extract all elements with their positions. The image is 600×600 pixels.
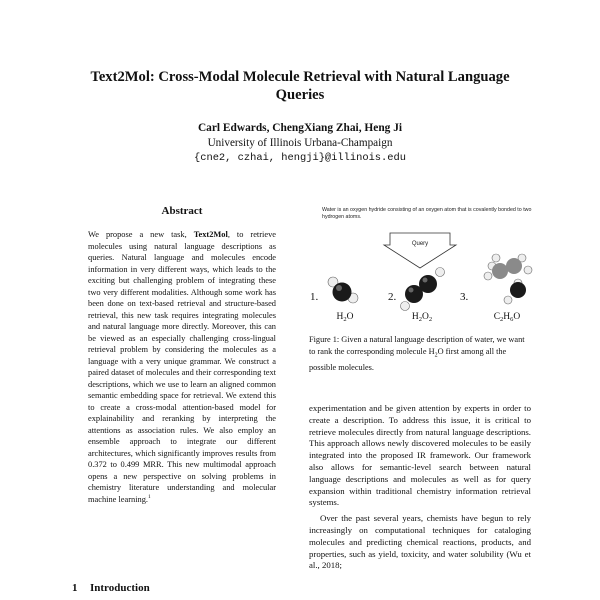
abstract-heading: Abstract (161, 205, 203, 217)
query-label: Query (411, 241, 429, 247)
body-paragraph-2: Over the past several years, chemists have begun to rely increasingly on computational techniques for cataloging molecules and predicting chemical reactions, products, and properties, such as yield, toxicity, and water solubility (Wu et al., 2018; (309, 513, 531, 571)
candidate-3-index: 3. (460, 291, 469, 303)
candidate-1-formula: $H_2O$ (336, 312, 354, 323)
author-emails: {cne2, czhai, hengji}@illinois.edu (193, 152, 406, 164)
candidate-2-formula: $H_2O_2$ (411, 312, 433, 323)
affiliation: University of Illinois Urbana-Champaign (207, 137, 393, 149)
caption-subscript: 2 (434, 352, 438, 359)
ethanol-molecule (484, 254, 532, 304)
figure-query-text: Water is an oxygen hydride consisting of an oxygen atom that is covalently bonded to two hydrogen atoms. (322, 207, 532, 221)
water-molecule (328, 277, 358, 303)
abstract-bold-term: Text2Mol (193, 230, 228, 239)
right-column-body (309, 403, 531, 572)
candidate-2-index: 2. (388, 291, 397, 303)
paper-title: Text2Mol: Cross-Modal Molecule Retrieval with Natural Language Queries (90, 69, 510, 103)
section-title: Introduction (90, 582, 150, 594)
section-number: 1 (72, 582, 78, 594)
candidate-3-formula: $C_2H_6O$ (493, 312, 521, 323)
abstract-body (88, 229, 276, 505)
abstract-text-rest: , to retrieve molecules using natural language descriptions as queries. Natural language and molecules encode information in very different ways, which leads to the exciting but challenging problem of integrating these two very different modalities. Although some work has been done on text-based retrieval and structure-based retrieval, this new task requires integrating molecules and natural language more directly. Moreover, this can be viewed as an especially challenging cross-lingual retrieval problem by considering the molecules as a language with a very unique grammar. We construct a paired dataset of molecules and their corresponding text descriptions, which we use to learn an aligned common semantic embedding space for retrieval. We extend this to create a cross-modal attention-based model for explainability and reranking by interpreting the attentions as association rules. We also employ an ensemble approach to integrate our different architectures, which significantly improves results from 0.372 to 0.499 MRR. This new multimodal approach opens a new perspective on solving problems in chemistry literature understanding and molecular machine learning. (88, 230, 276, 504)
footnote-mark: 1 (148, 493, 151, 500)
section-heading-introduction (72, 582, 150, 594)
abstract-text-start: We propose a new task, (88, 230, 194, 239)
figure-1-diagram (300, 228, 540, 328)
author-list: Carl Edwards, ChengXiang Zhai, Heng Ji (197, 122, 403, 134)
caption-text-start: Figure 1: Given a natural language description of water, we want to rank the corresponding molecule H (309, 335, 525, 356)
caption-text-end: O first among all the possible molecules. (309, 346, 507, 372)
figure-1-caption (309, 334, 531, 373)
hydrogen-peroxide-molecule (401, 268, 445, 311)
candidate-1-index: 1. (310, 291, 319, 303)
query-arrow (384, 233, 456, 268)
body-paragraph-1: experimentation and be given attention by experts in order to create a description. To address this issue, it is critical to retrieve molecules directly from natural language descriptions. This approach allows newly discovered molecules to be easily integrated into the proposed IR framework. Our framework also allows for semantic-level search between natural language descriptions and molecules as well as for query expansion within traditional chemistry information retrieval systems. (309, 403, 531, 508)
